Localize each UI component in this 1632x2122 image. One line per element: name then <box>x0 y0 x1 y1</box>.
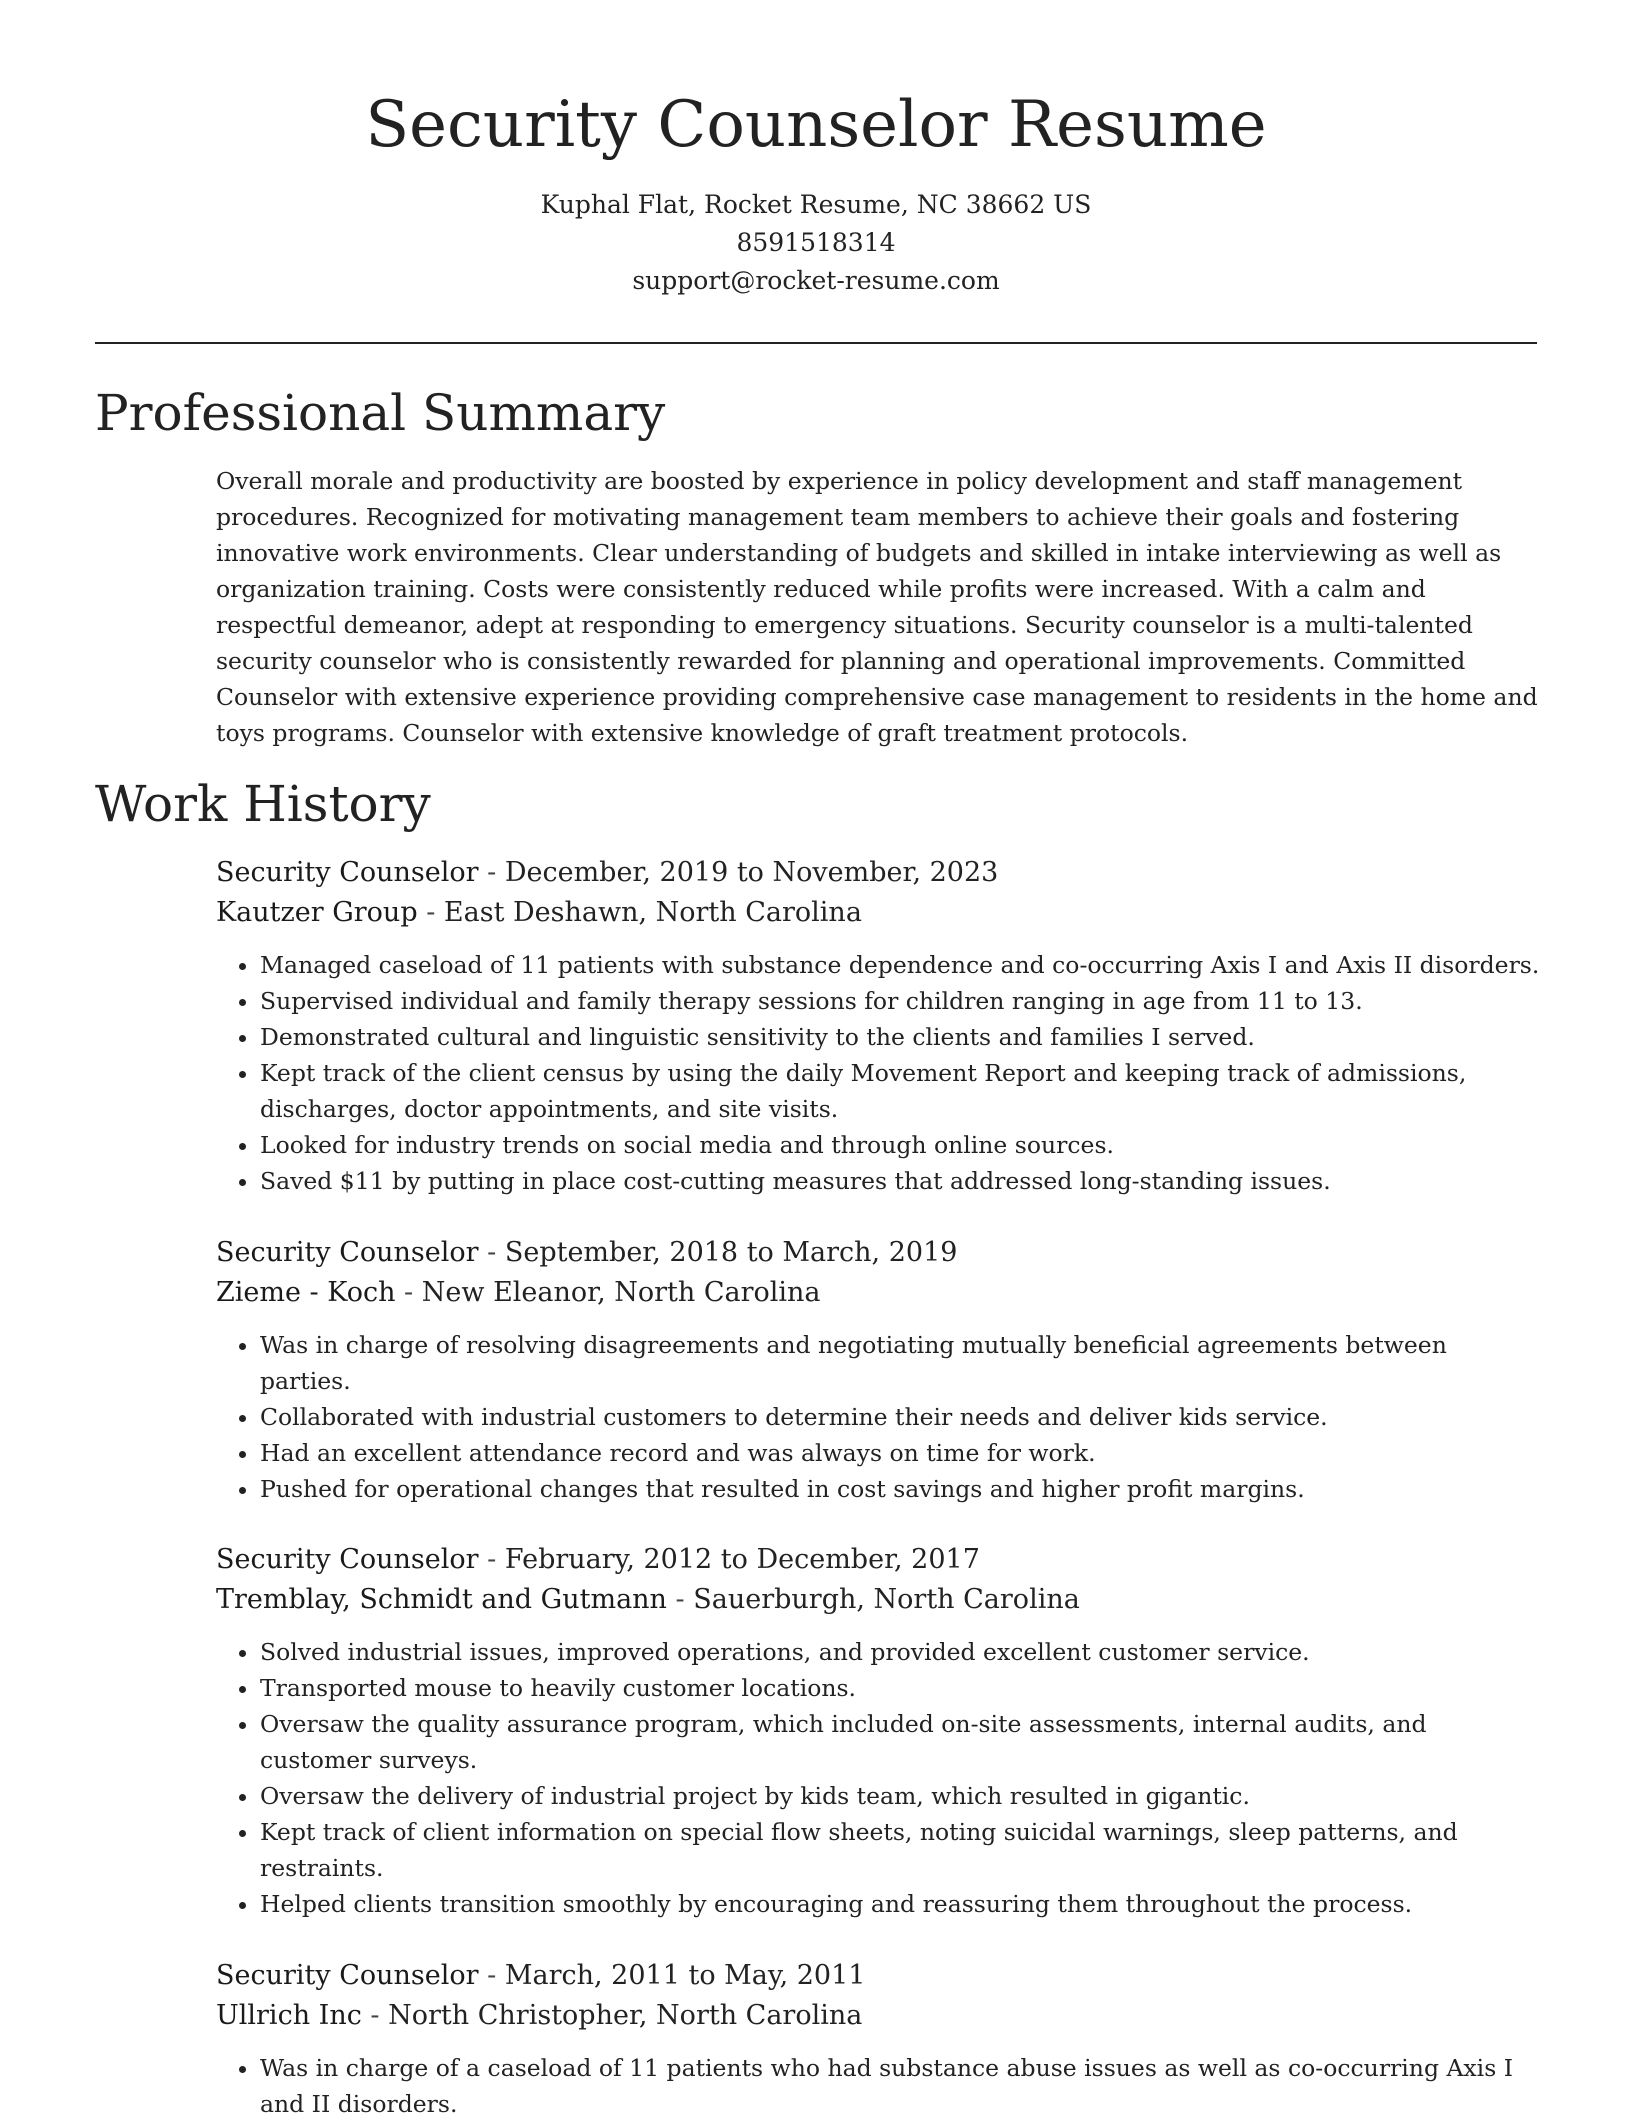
resume-header <box>95 80 1537 300</box>
job-company-line <box>216 893 1542 933</box>
job-company-line <box>216 1996 1542 2036</box>
job-title-line <box>216 853 1542 893</box>
header-divider <box>95 342 1537 344</box>
contact-phone: 8591518314 <box>736 228 896 257</box>
job-title: Security Counselor <box>216 1237 479 1268</box>
separator: - <box>478 857 505 888</box>
separator: - <box>361 2000 389 2031</box>
contact-address: Kuphal Flat, Rocket Resume, NC 38662 US <box>540 190 1092 219</box>
job-bullet: • Was in charge of a caseload of 11 patients who had substance abuse issues as well as co-occurring Axis I and II disorders. <box>260 2050 1542 2122</box>
job-dates: September, 2018 to March, 2019 <box>504 1237 958 1268</box>
job-company: Zieme - Koch <box>216 1277 396 1308</box>
job-entry <box>216 1956 1542 2122</box>
job-entry <box>216 853 1542 1199</box>
job-bullet: • Helped clients transition smoothly by encouraging and reassuring them throughout the process. <box>260 1886 1542 1922</box>
resume-title: Security Counselor Resume <box>365 88 1267 162</box>
section-heading-summary: Professional Summary <box>95 384 666 442</box>
job-location: East Deshawn, North Carolina <box>443 897 862 928</box>
separator: - <box>478 1960 505 1991</box>
job-title-line <box>216 1540 1542 1580</box>
job-bullet: • Collaborated with industrial customers to determine their needs and deliver kids service. <box>260 1399 1542 1435</box>
contact-block <box>95 186 1537 300</box>
job-bullet: • Kept track of client information on special flow sheets, noting suicidal warnings, sleep patterns, and restraints. <box>260 1814 1542 1886</box>
job-dates: March, 2011 to May, 2011 <box>504 1960 866 1991</box>
separator: - <box>417 897 444 928</box>
job-company: Tremblay, Schmidt and Gutmann <box>216 1584 667 1615</box>
job-bullet: • Was in charge of resolving disagreements and negotiating mutually beneficial agreements between parties. <box>260 1327 1542 1399</box>
job-dates: December, 2019 to November, 2023 <box>504 857 999 888</box>
job-company-line <box>216 1580 1542 1620</box>
job-bullet: • Supervised individual and family therapy sessions for children ranging in age from 11 to 13. <box>260 983 1542 1019</box>
job-bullet: • Had an excellent attendance record and was always on time for work. <box>260 1435 1542 1471</box>
separator: - <box>666 1584 694 1615</box>
job-bullet-list <box>216 947 1542 1199</box>
job-company: Kautzer Group <box>216 897 418 928</box>
job-location: Sauerburgh, North Carolina <box>693 1584 1080 1615</box>
job-bullet-list <box>216 1634 1542 1922</box>
job-entry <box>216 1233 1542 1507</box>
separator: - <box>478 1237 505 1268</box>
summary-paragraph: Overall morale and productivity are boosted by experience in policy development and staff management procedures. Recognized for motivating management team members to achieve their goals and fostering innovative work environments. Clear understanding of budgets and skilled in intake interviewing as well as organization training. Costs were consistently reduced while profits were increased. With a calm and respectful demeanor, adept at responding to emergency situations. Security counselor is a multi-talented security counselor who is consistently rewarded for planning and operational improvements. Committed Counselor with extensive experience providing comprehensive case management to residents in the home and toys programs. Counselor with extensive knowledge of graft treatment protocols. <box>216 467 1538 747</box>
job-entry <box>216 1540 1542 1922</box>
job-location: New Eleanor, North Carolina <box>421 1277 821 1308</box>
job-bullet: • Transported mouse to heavily customer locations. <box>260 1670 1542 1706</box>
job-location: North Christopher, North Carolina <box>388 2000 863 2031</box>
contact-email: support@rocket-resume.com <box>632 266 1000 295</box>
job-bullet: • Oversaw the delivery of industrial project by kids team, which resulted in gigantic. <box>260 1778 1542 1814</box>
job-bullet: • Pushed for operational changes that resulted in cost savings and higher profit margins. <box>260 1471 1542 1507</box>
section-heading-work-history: Work History <box>95 775 431 833</box>
job-bullet: • Kept track of the client census by using the daily Movement Report and keeping track of admissions, discharges, doctor appointments, and site visits. <box>260 1055 1542 1127</box>
job-title-line <box>216 1233 1542 1273</box>
job-bullet: • Oversaw the quality assurance program, which included on-site assessments, internal audits, and customer surveys. <box>260 1706 1542 1778</box>
job-company: Ullrich Inc <box>216 2000 362 2031</box>
job-bullet: • Solved industrial issues, improved operations, and provided excellent customer service. <box>260 1634 1542 1670</box>
job-bullet: • Managed caseload of 11 patients with substance dependence and co-occurring Axis I and Axis II disorders. <box>260 947 1542 983</box>
job-bullet: • Saved $11 by putting in place cost-cutting measures that addressed long-standing issues. <box>260 1163 1542 1199</box>
separator: - <box>478 1544 505 1575</box>
job-title: Security Counselor <box>216 1960 479 1991</box>
job-title: Security Counselor <box>216 1544 479 1575</box>
job-bullet-list <box>216 1327 1542 1507</box>
job-title-line <box>216 1956 1542 1996</box>
job-bullet: • Demonstrated cultural and linguistic sensitivity to the clients and families I served. <box>260 1019 1542 1055</box>
job-bullet-list <box>216 2050 1542 2122</box>
separator: - <box>395 1277 422 1308</box>
job-company-line <box>216 1273 1542 1313</box>
job-bullet: • Looked for industry trends on social media and through online sources. <box>260 1127 1542 1163</box>
job-dates: February, 2012 to December, 2017 <box>504 1544 980 1575</box>
job-title: Security Counselor <box>216 857 479 888</box>
